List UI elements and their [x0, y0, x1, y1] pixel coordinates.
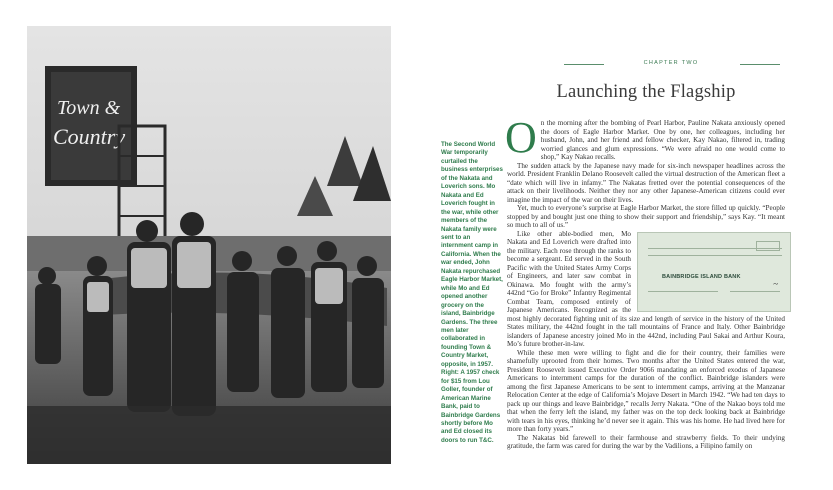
paragraph: The Nakatas bid farewell to their farmhouse and strawberry fields. To their undying gratitude, the farm was cared for during the war by the Vadilions, a Filipino family on [507, 433, 785, 450]
sign-text-line2: Country [53, 124, 126, 149]
sign-text-line1: Town & [57, 97, 121, 119]
check-amount-line [648, 255, 782, 256]
chapter-title: Launching the Flagship [556, 82, 736, 102]
paragraph: While these men were willing to fight and die for their country, their families were shamefully uprooted from their homes. Two months after the United States entered the war, President Roosevelt issued Executive Order 9066 mandating an enforced exodus of Japanese Americans to internment camps for the duration of the conflict. Bainbridge islanders were among the first Japanese Americans to be sent to internment camps, arriving at the Manzanar Relocation Center at the edge of California’s Mojave Desert in March 1942. “We had ten days to pack up our things and leave Bainbridge,” recalls Jerry Nakata. “One of the Nakao boys told me that when the ferry left the island, my father was on the top deck looking back at Bainbridge with tears in his eyes, thinking he’d never see it again. This was his home. He had lived here for more than forty years.” [507, 348, 785, 433]
paragraph-text: Like other able-bodied men, Mo Nakata and Ed Loverich were drafted into the military. Each rose through the ranks to become a sergeant. Ed served in the South Pacific with the United States Army Corps of Engineers, and later saw combat in Okinawa. Mo fought with the army’s 442nd “Go for Broke” Infantry Regimental Combat Team, composed entirely of Japanese Americans. Recognized as the most highly decorated fighting unit of its size and length of service in the history of the United States military, the 442nd fought in the tall mountains of France and Italy. Other Bainbridge islanders of Japanese ancestry joined Mo in the 442nd, including Paul Sakai and Arthur Koura, Mo’s future brother-in-law. [507, 229, 785, 348]
photo-caption: The Second World War temporarily curtailed the business enterprises of the Nakata and Loverich sons. Mo Nakata and Ed Loverich fought in the war, while other members of the Nakata family were sent to an internment camp in California. When the war ended, John Nakata repurchased Eagle Harbor Market, while Mo and Ed opened another grocery on the island, Bainbridge Gardens. The three men later collaborated in founding Town & Country Market, opposite, in 1957. Right: A 1957 check for $15 from Lou Goller, founder of American Marine Bank, paid to Bainbridge Gardens shortly before Mo and Ed closed its doors to run T&C. [441, 141, 503, 444]
check-signature: ~ [773, 278, 778, 289]
check-signature-line [730, 291, 780, 292]
check-image [637, 232, 791, 312]
paragraph [505, 113, 785, 162]
body-text [505, 113, 785, 451]
historical-photo [27, 26, 391, 464]
check-amount-box [756, 241, 780, 251]
check-bank-name: BAINBRIDGE ISLAND BANK [662, 273, 741, 280]
paragraph: The sudden attack by the Japanese navy made for six-inch newspaper headlines across the world. President Franklin Delano Roosevelt called the virtual destruction of the American fleet a “date which will live in infamy.” The Nakatas fretted over the potential consequences of the attack on their livelihoods. Neither they nor any other Japanese-American citizens could ever imagine the impact of the war on their lives. [507, 161, 785, 204]
chapter-label: CHAPTER TWO [643, 60, 699, 66]
drop-cap: O [505, 113, 537, 162]
chapter-rule-right [740, 64, 780, 65]
photo-illustration [27, 26, 391, 464]
check-memo-line [648, 291, 718, 292]
paragraph: Yet, much to everyone’s surprise at Eagle Harbor Market, the store filled up quickly. “People stopped by and bought just one thing to show their support and friendship,” says Kay. “It meant so much to all of us.” [507, 204, 785, 229]
chapter-header [560, 59, 782, 71]
paragraph [507, 230, 785, 349]
paragraph-text: n the morning after the bombing of Pearl Harbor, Pauline Nakata anxiously opened the doors of Eagle Harbor Market. One by one, her colleagues, including her husband, John, and her friend and fellow checker, Kay Nakao, filtered in, trading worried glances and glum expressions. “We were afraid no one would come to shop,” Kay Nakao recalls. [540, 119, 785, 161]
